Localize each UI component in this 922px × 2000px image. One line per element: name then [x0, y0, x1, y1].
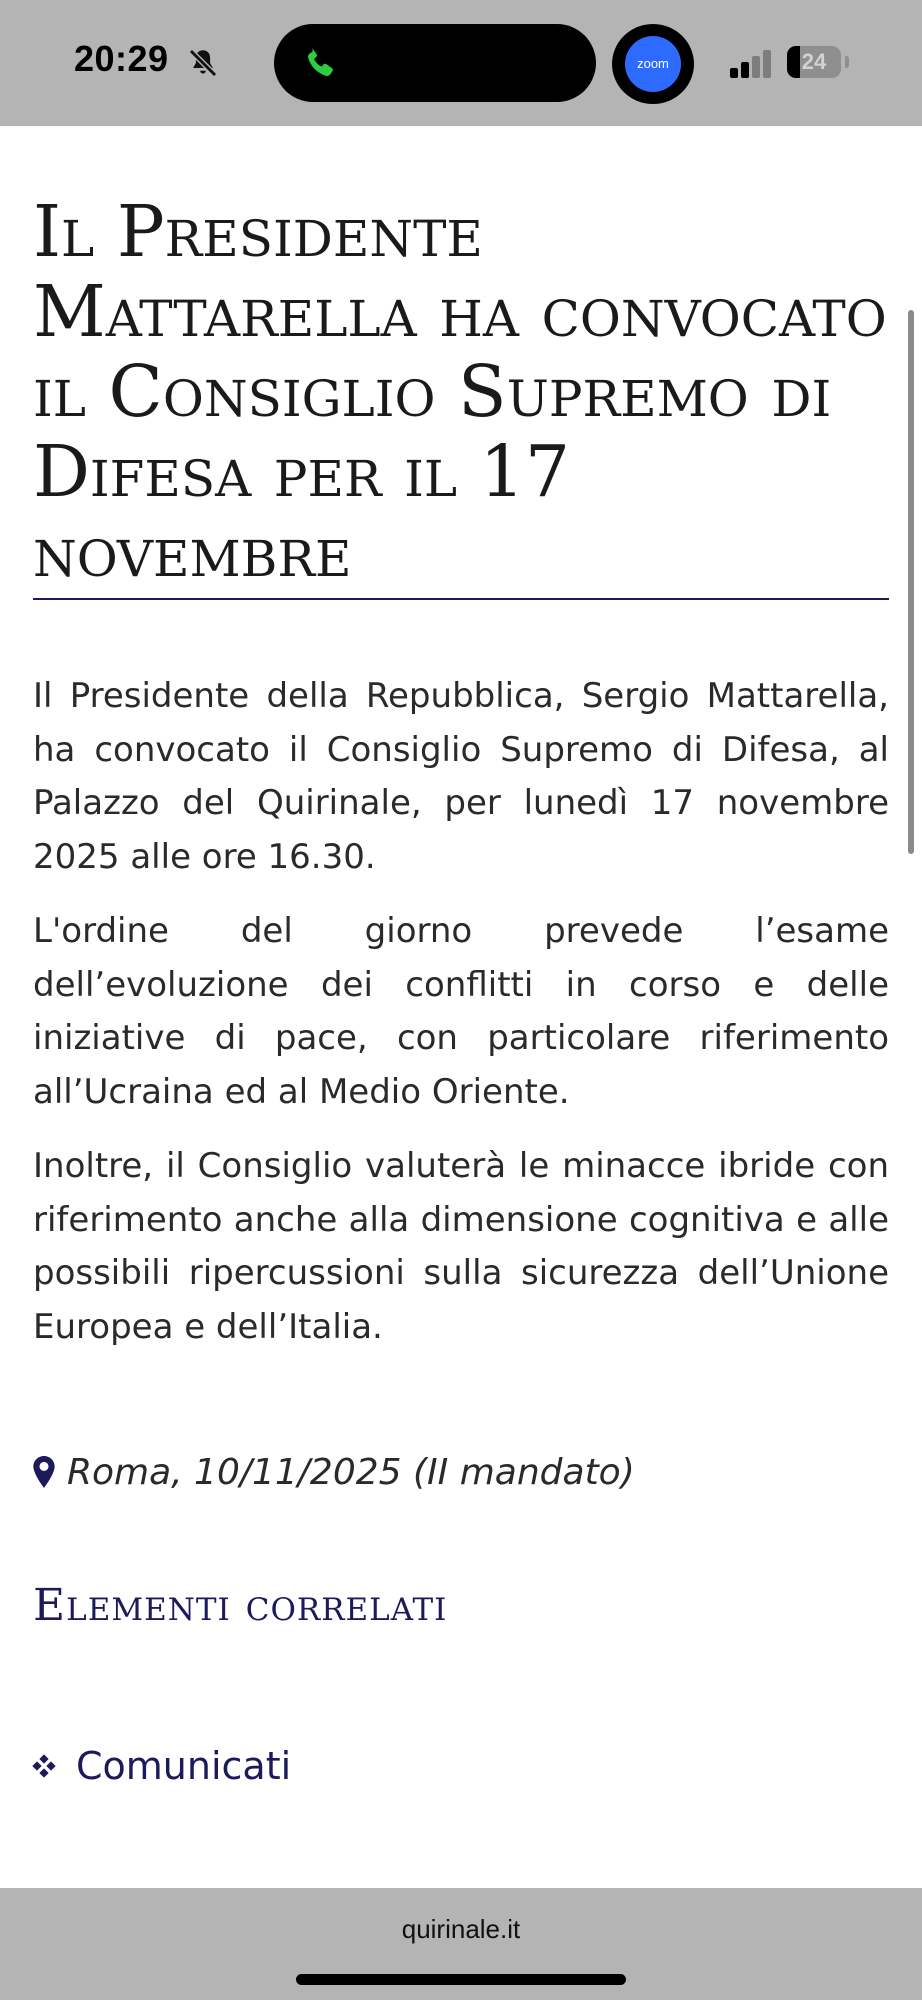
article-paragraph-1: Il Presidente della Repubblica, Sergio Mattarella, ha convocato il Consiglio Supremo di Difesa, al Palazzo del Quirinale, per lunedì 17 novembre 2025 alle ore 16.30. [33, 676, 889, 877]
map-pin-icon [33, 1456, 55, 1488]
clock-time: 20:29 [74, 38, 169, 79]
scrollbar-thumb[interactable] [908, 310, 914, 854]
place-date-text: Roma, 10/11/2025 (II mandato) [67, 1451, 635, 1493]
article-paragraph-3: Inoltre, il Consiglio valuterà le minacce ibride con riferimento anche alla dimensione cognitiva e alle possibili ripercussioni sulla sicurezza dell’Unione Europea e dell’Italia. [33, 1146, 889, 1347]
address-bar-url[interactable]: quirinale.it [401, 1914, 521, 1944]
status-bar [0, 0, 922, 126]
page-title: Il Presidente Mattarella ha convocato il Consiglio Supremo di Difesa per il 17 novembre [33, 192, 889, 600]
article-content [33, 126, 889, 1631]
related-item-comunicati[interactable] [30, 1744, 291, 1788]
related-heading: Elementi correlati [33, 1580, 448, 1631]
dynamic-island[interactable] [274, 24, 596, 102]
zoom-activity-bubble[interactable] [612, 24, 694, 104]
battery-level: 24 [801, 49, 827, 74]
zoom-app-icon: zoom [625, 36, 681, 92]
battery-icon [787, 46, 841, 78]
browser-bottom-bar [0, 1888, 922, 2000]
home-indicator[interactable] [296, 1974, 626, 1985]
bell-muted-icon [186, 46, 220, 80]
cellular-signal-icon [730, 46, 774, 78]
diamond-bullet-icon [30, 1752, 58, 1780]
related-item-label: Comunicati [76, 1744, 292, 1788]
battery-tip [845, 56, 849, 68]
place-date [33, 1442, 889, 1502]
phone-call-icon [302, 44, 340, 82]
article-paragraph-2: L'ordine del giorno prevede l’esame dell’evoluzione dei conflitti in corso e delle iniziative di pace, con particolare riferimento all’Ucraina ed al Medio Oriente. [33, 911, 889, 1112]
